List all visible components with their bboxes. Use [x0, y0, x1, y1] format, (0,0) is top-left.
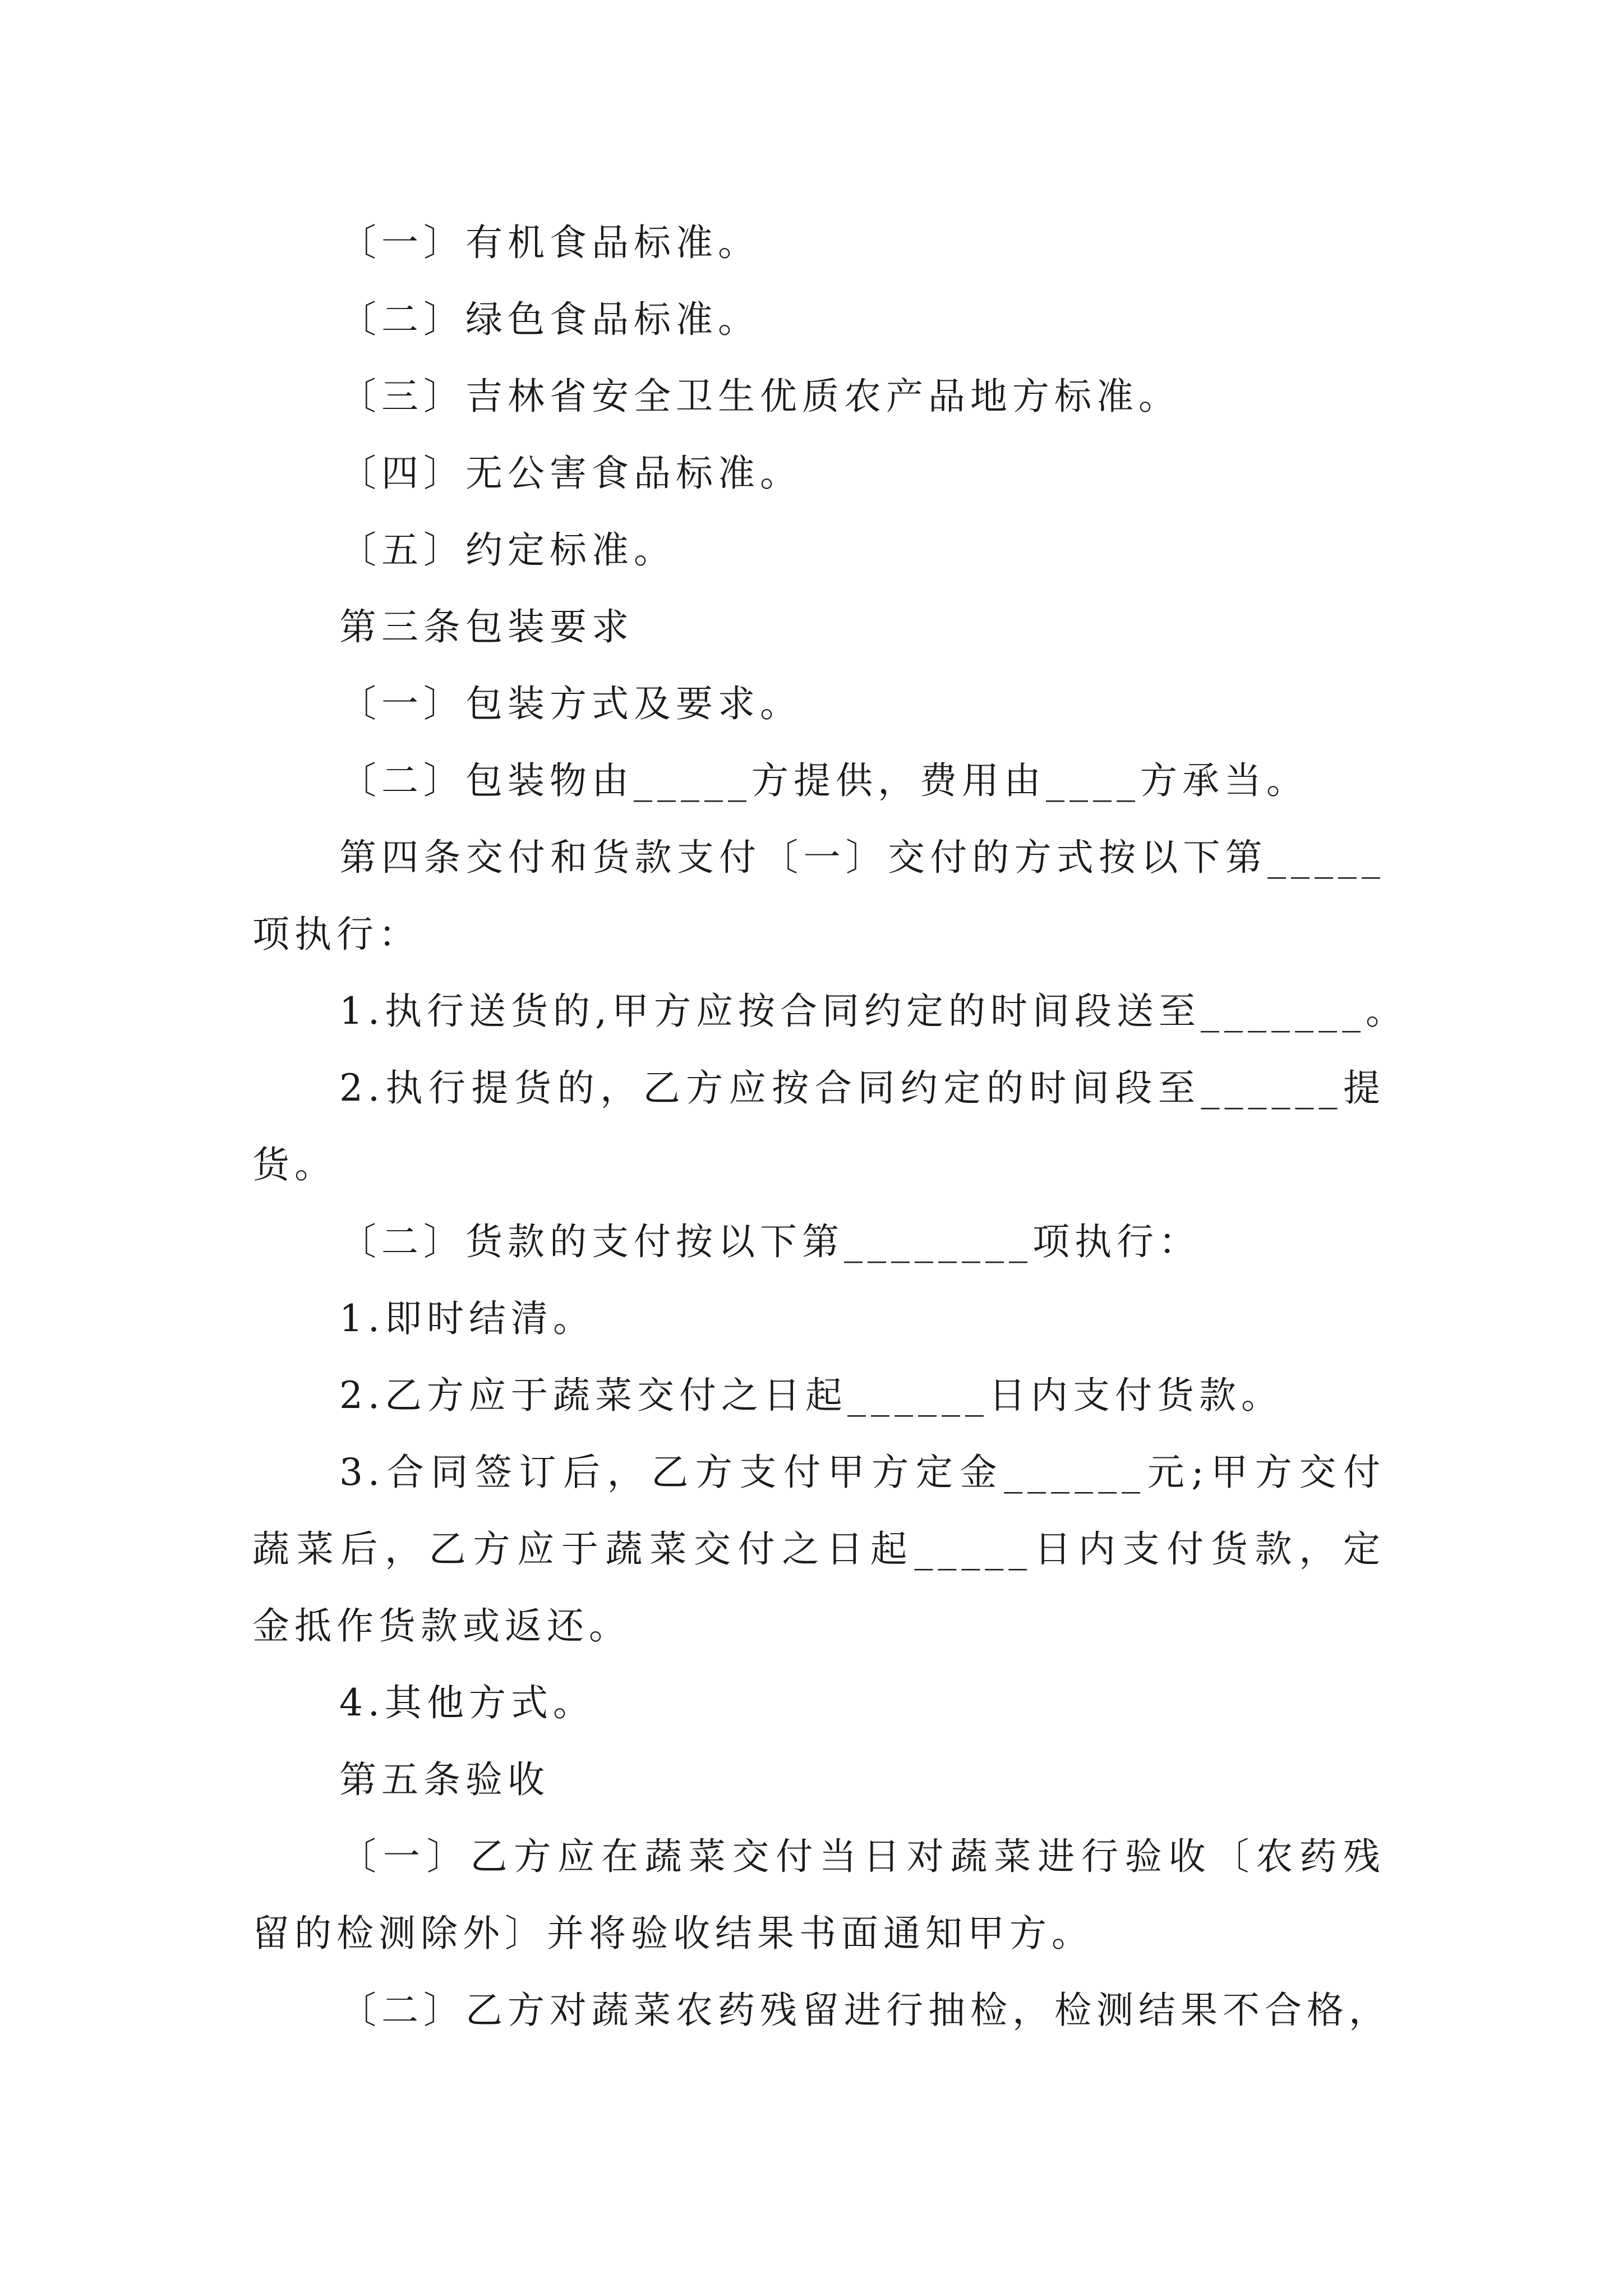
text-line: 项执行： — [252, 913, 421, 956]
text-line: 〔五〕约定标准。 — [339, 528, 676, 572]
text-line: 4.其他方式。 — [339, 1681, 595, 1724]
section-heading: 第五条验收 — [339, 1758, 550, 1801]
text-line: 2.乙方应于蔬菜交付之日起______日内支付货款。 — [339, 1374, 1283, 1417]
text-line: 〔二〕乙方对蔬菜农药残留进行抽检，检测结果不合格， — [339, 1989, 1391, 2032]
text-line: 1.即时结清。 — [339, 1297, 595, 1340]
text-line: 〔二〕货款的支付按以下第________项执行： — [339, 1220, 1201, 1263]
text-line: 〔二〕包装物由_____方提供，费用由____方承当。 — [339, 759, 1308, 802]
text-line: 蔬菜后，乙方应于蔬菜交付之日起_____日内支付货款，定 — [252, 1527, 1385, 1571]
text-line: 3.合同签订后，乙方支付甲方定金______元;甲方交付 — [339, 1451, 1385, 1494]
text-line: 1.执行送货的,甲方应按合同约定的时间段送至_______。 — [339, 990, 1408, 1033]
text-line: 〔二〕绿色食品标准。 — [339, 298, 760, 341]
text-line: 金抵作货款或返还。 — [252, 1604, 631, 1648]
text-line: 货。 — [252, 1143, 336, 1186]
section-heading: 第三条包装要求 — [339, 605, 634, 648]
text-line: 〔一〕乙方应在蔬菜交付当日对蔬菜进行验收〔农药残 — [339, 1835, 1385, 1878]
text-line: 〔四〕无公害食品标准。 — [339, 452, 802, 495]
text-line: 〔三〕吉林省安全卫生优质农产品地方标准。 — [339, 375, 1181, 418]
text-line: 2.执行提货的，乙方应按合同约定的时间段至______提 — [339, 1066, 1385, 1110]
text-line: 〔一〕有机食品标准。 — [339, 221, 760, 264]
text-line: 留的检测除外〕并将验收结果书面通知甲方。 — [252, 1912, 1094, 1955]
text-line: 第四条交付和货款支付〔一〕交付的方式按以下第_____ — [339, 836, 1385, 879]
text-line: 〔一〕包装方式及要求。 — [339, 682, 802, 725]
